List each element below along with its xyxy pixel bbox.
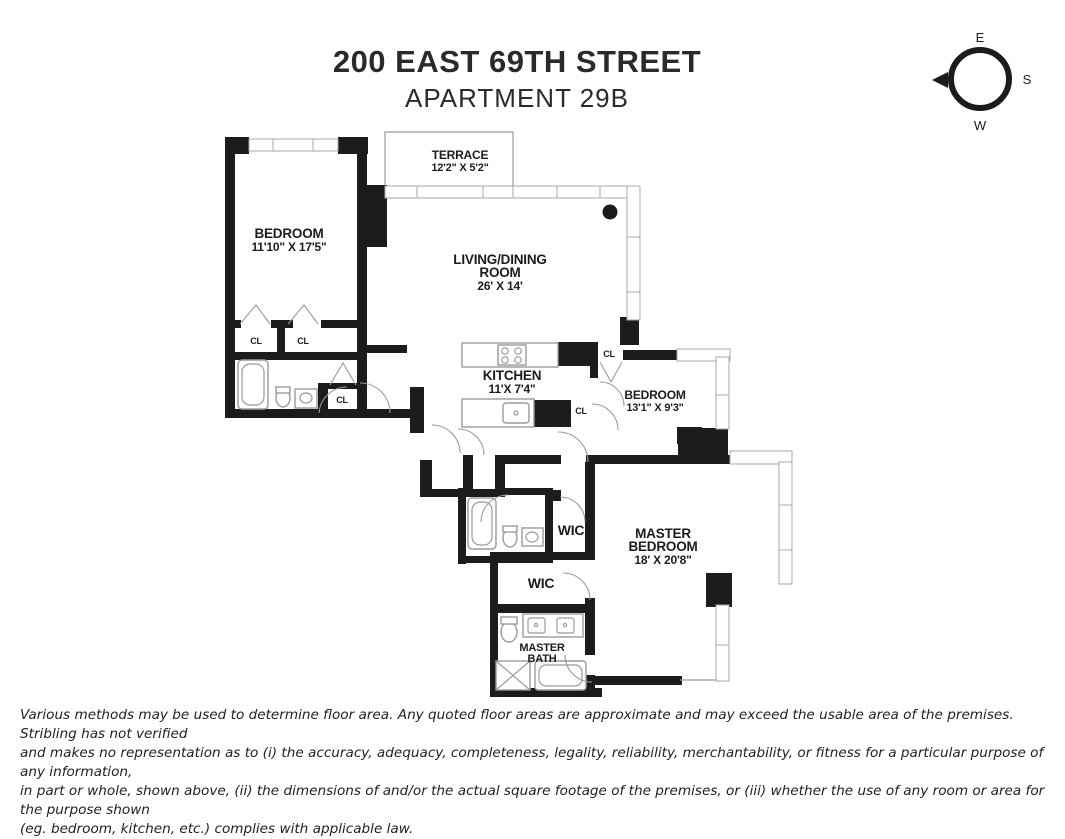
door-arc [560, 497, 585, 522]
disclaimer-text [20, 706, 1050, 839]
closet-label: CL [297, 336, 309, 346]
svg-text:ROOM: ROOM [479, 265, 521, 280]
master-toilet-icon [501, 617, 517, 642]
wic-lower-label: WIC [527, 575, 555, 591]
bedroom2-label [624, 388, 685, 414]
closet-door-icon [600, 362, 622, 382]
closet-label: CL [250, 336, 262, 346]
svg-text:11'X 7'4": 11'X 7'4" [488, 382, 536, 396]
compass-north-arrow-icon [932, 72, 948, 88]
apartment-subtitle: APARTMENT 29B [405, 83, 629, 113]
svg-text:11'10" X 17'5": 11'10" X 17'5" [251, 240, 327, 254]
door-arc [458, 429, 484, 455]
column-icon [603, 205, 618, 220]
door-arc [558, 432, 588, 462]
wic-upper-label: WIC [557, 522, 585, 538]
toilet-icon [276, 387, 290, 407]
sink-icon [295, 389, 317, 408]
closet-label: CL [575, 406, 587, 416]
stove-icon [498, 345, 526, 365]
svg-text:12'2" X 5'2": 12'2" X 5'2" [431, 162, 489, 174]
disclaimer-line: and makes no representation as to (i) the accuracy, adequacy, completeness, legality, reliability, merchantability, or fitness for a particular purpose of any information, [20, 745, 1044, 780]
compass-east-label: E [975, 30, 985, 45]
master-vanity [523, 614, 583, 637]
compass-west-label: W [973, 118, 987, 133]
closet-label: CL [603, 349, 615, 359]
disclaimer-line: Various methods may be used to determine floor area. Any quoted floor areas are approximate and may exceed the usable area of the premises. Stribling has not verified [20, 707, 1014, 742]
svg-text:BEDROOM: BEDROOM [628, 539, 698, 554]
svg-text:MASTER: MASTER [519, 642, 565, 654]
shower-icon [496, 661, 530, 690]
hall-sink-icon [522, 528, 543, 546]
hall-bathtub-icon [468, 498, 496, 549]
svg-text:18' X 20'8": 18' X 20'8" [634, 553, 692, 567]
compass-circle [951, 50, 1009, 108]
address-title: 200 EAST 69TH STREET [332, 44, 702, 79]
svg-text:LIVING/DINING: LIVING/DINING [453, 252, 547, 267]
svg-text:26' X 14': 26' X 14' [477, 279, 523, 293]
svg-text:BATH: BATH [527, 653, 557, 665]
closet-label: CL [336, 395, 348, 405]
door-arc [432, 425, 460, 453]
living-dining-label [453, 252, 546, 293]
door-arc [563, 573, 590, 600]
svg-text:MASTER: MASTER [635, 526, 691, 541]
kitchen-label [483, 368, 542, 396]
kitchen-sink-icon [503, 403, 529, 423]
svg-text:13'1" X 9'3": 13'1" X 9'3" [626, 402, 684, 414]
bathtub-icon [238, 360, 268, 409]
bedroom1-label [251, 226, 326, 254]
disclaimer-line: in part or whole, shown above, (ii) the dimensions of and/or the actual square footage of the premises, or (iii) whether the use of any room or area for the purpose shown [20, 783, 1045, 818]
svg-text:TERRACE: TERRACE [431, 148, 489, 162]
master-bedroom-label [628, 526, 697, 567]
svg-text:BEDROOM: BEDROOM [254, 226, 324, 241]
terrace-label [431, 148, 488, 174]
compass-south-label: S [1022, 72, 1032, 87]
master-tub-icon [535, 661, 586, 690]
svg-text:KITCHEN: KITCHEN [482, 368, 542, 383]
closet-door-icon [240, 305, 270, 324]
compass-rose [932, 30, 1032, 133]
svg-text:BEDROOM: BEDROOM [624, 388, 686, 402]
door-arc [600, 382, 624, 406]
door-arc [592, 404, 618, 430]
fixtures [238, 205, 618, 691]
disclaimer-line: (eg. bedroom, kitchen, etc.) complies with applicable law. [20, 821, 414, 837]
hall-toilet-icon [503, 526, 517, 547]
closet-door-icon [330, 363, 356, 385]
